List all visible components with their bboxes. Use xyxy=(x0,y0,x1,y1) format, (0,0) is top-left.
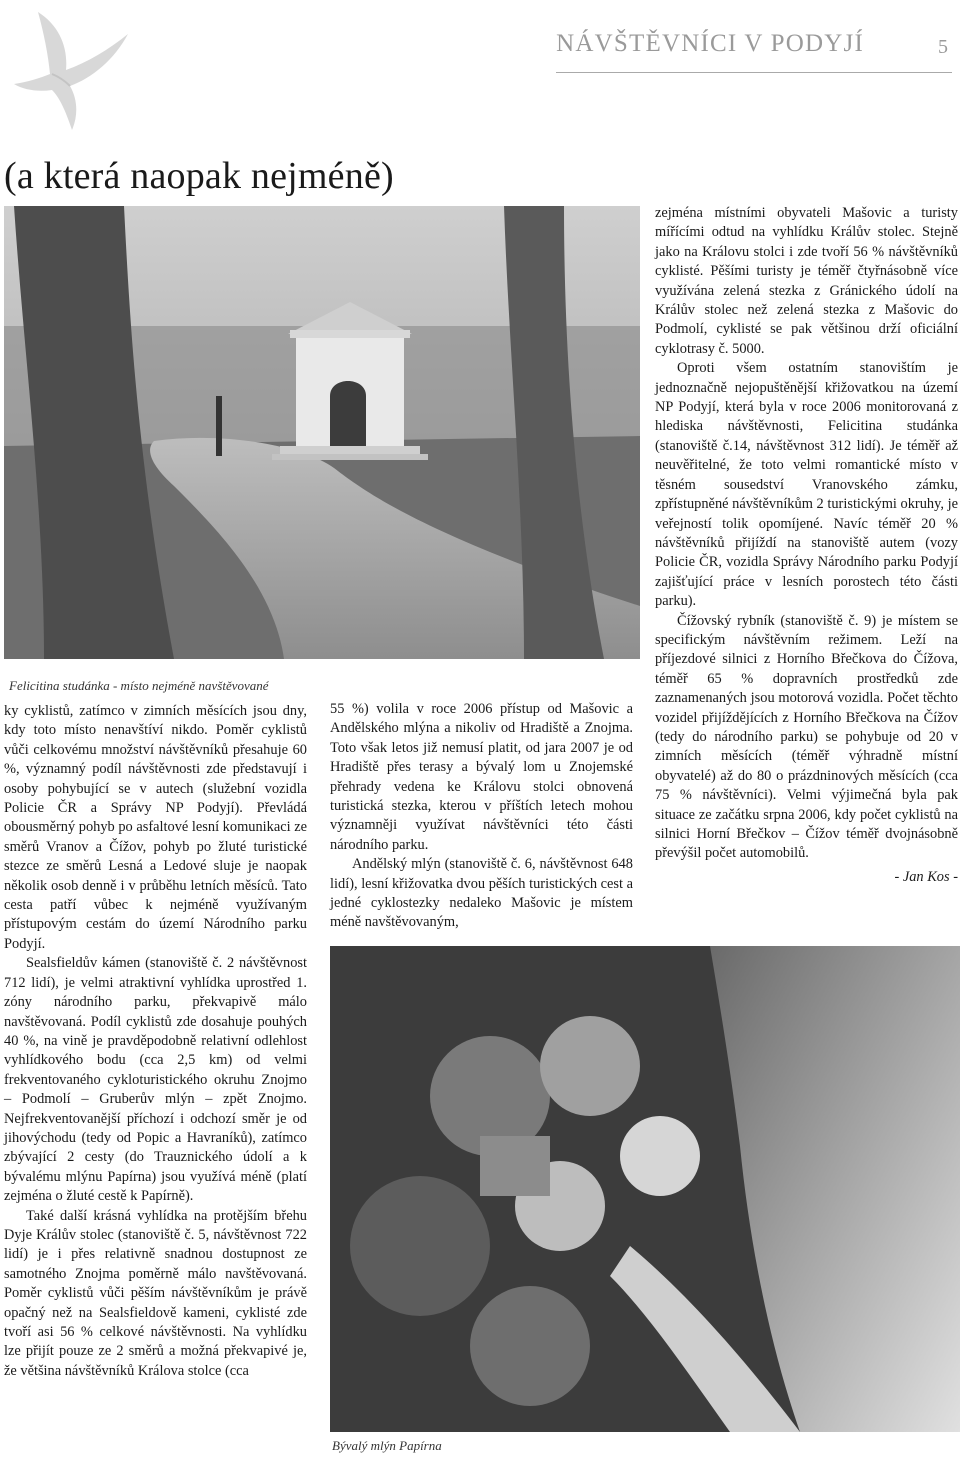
paragraph: zejména místními obyvateli Mašovic a turisty mířícími odtud na vyhlídku Králův stolec. Stejně jako na Královu stolci i zde tvoří 56 % návštěvníků cyklisté. Pěšími turisty je téměř čtyřnásobně více využívána zelená stezka z Gránického údolí na Králův stolec než zelená stezka z Mašovic do Podmolí, cyklisté se pak většinou drží oficiální cyklotrasy č. 5000. xyxy=(655,205,958,357)
chapel-photo-caption: Felicitina studánka - místo nejméně navštěvované xyxy=(9,678,269,693)
article-headline: (a která naopak nejméně) xyxy=(4,155,394,197)
mill-photo-caption: Bývalý mlýn Papírna xyxy=(332,1438,442,1453)
page-number: 5 xyxy=(938,36,948,58)
article-column-1 xyxy=(4,702,307,1381)
article-column-2 xyxy=(330,700,633,933)
paragraph: Andělský mlýn (stanoviště č. 6, návštěvnost 648 lidí), lesní křižovatka dvou pěších turistických cest a jedné cyklostezky nedaleko Mašovic je místem méně navštěvovaným, xyxy=(330,856,633,931)
header-divider xyxy=(556,72,952,73)
paragraph: Také další krásná vyhlídka na protějším břehu Dyje Králův stolec (stanoviště č. 5, návštěvnost 722 lidí) je i přes relativně snadnou dostupnost ze samotného Znojma poměrně málo navštěvovaná. Poměr cyklistů vůči pěším návštěvníkům je právě opačný než na Sealsfieldově kameni, cyklisté zde tvoří asi 56 % celkové návštěvnosti. Na vyhlídku lze přijít pouze ze 2 směrů a možná překvapivé je, že většina návštěvníků Králova stolce (cca xyxy=(4,1207,307,1379)
paragraph: ky cyklistů, zatímco v zimních měsících jsou dny, kdy toto místo nenavštíví nikdo. Poměr cyklistů vůči celkovému množství návštěvníků přesahuje 60 %, významný podíl návštěvnosti zde představují i osoby pohybující se v autech (služební vozidla Policie ČR a Správy NP Podyjí). Převládá obousměrný pohyb po asfaltové lesní komunikaci ze směrů Vranov a Čížov, pohyb po žluté turistické stezce ze směrů Lesná a Ledové sluje je naopak několik osob denně i v průběhu letních měsíců. Tato cesta patří vůbec k nejméně využívaným přístupovým cestám do území Národního parku Podyjí. xyxy=(4,703,307,952)
mill-photo xyxy=(330,946,960,1432)
paragraph: Sealsfieldův kámen (stanoviště č. 2 návštěvnost 712 lidí), je velmi atraktivní vyhlídka uprostřed 1. zóny národního parku, překvapivě málo navštěvovaná. Podíl cyklistů zde dosahuje pouhých 40 %, na vině je pravděpodobně relativní odlehlost vyhlídkového bodu (cca 2,5 km) od velmi frekventovaného cykloturistického okruhu Znojmo – Podmolí – Gruberův mlýn – zpět Znojmo. Nejfrekventovanější příchozí i odchozí směr je od jihovýchodu (tedy od Popic a Havraníků), zatímco zbývající 2 cesty (do Trauznického údolí a k bývalému mlýnu Papírna) jsou využívá méně (platí zejména o žluté cestě k Papírně). xyxy=(4,955,307,1205)
paragraph: 55 %) volila v roce 2006 přístup od Mašovic a Andělského mlýna a nikoliv od Hradiště a Znojma. Toto však letos již nemusí platit, od jara 2007 je od Hradiště přes terasy a bývalý lom u Znojemské přehrady vedena ke Královu stolci obnovená turistická stezka, kterou v příštích letech mohou významněji využívat návštěvníci této části národního parku. xyxy=(330,701,633,853)
section-title: NÁVŠTĚVNÍCI V PODYJÍ xyxy=(556,30,864,57)
chapel-photo xyxy=(4,206,640,659)
paragraph: Čížovský rybník (stanoviště č. 9) je místem se specifickým návštěvním režimem. Leží na příjezdové silnici z Horního Břečkova do Čížova, téměř 65 % dopravních prostředků zde zaznamenaných jsou motorová vozidla. Počet těchto vozidel přijíždějících z Horního Břečkova na Čížov (tedy do národního parku) se pohybuje od 20 v zimních měsících (téměř výhradně místní obyvatelé) až do 80 o prázdninových měsících (cca 75 % návštěvníci). Velmi výjimečná byla pak situace ze začátku srpna 2006, kdy počet cyklistů na silnici Horní Břečkov – Čížov téměř dvojnásobně převýšil počet automobilů. xyxy=(655,612,958,862)
author-signature: - Jan Kos - xyxy=(894,868,958,885)
bird-logo-icon xyxy=(8,4,138,134)
article-column-3 xyxy=(655,204,958,887)
paragraph: Oproti všem ostatním stanovištím je jednoznačně nejopuštěnější křižovatkou na území NP Podyjí, která byla v roce 2006 monitorovaná z hlediska návštěvnosti, Felicitina studánka (stanoviště č.14, návštěvnost 312 lidí). Je téměř až neuvěřitelné, že toto velmi romantické místo v těsném sousedství Vranovského zámku, zpřístupněné návštěvníkům 2 turistickými okruhy, je veřejností tolik opomíjené. Navíc téměř 20 % návštěvníků přijíždí na stanoviště autem (vozy Policie ČR, vozidla Správy Národního parku Podyjí zajišťující práce v lesních porostech této části parku). xyxy=(655,360,958,610)
